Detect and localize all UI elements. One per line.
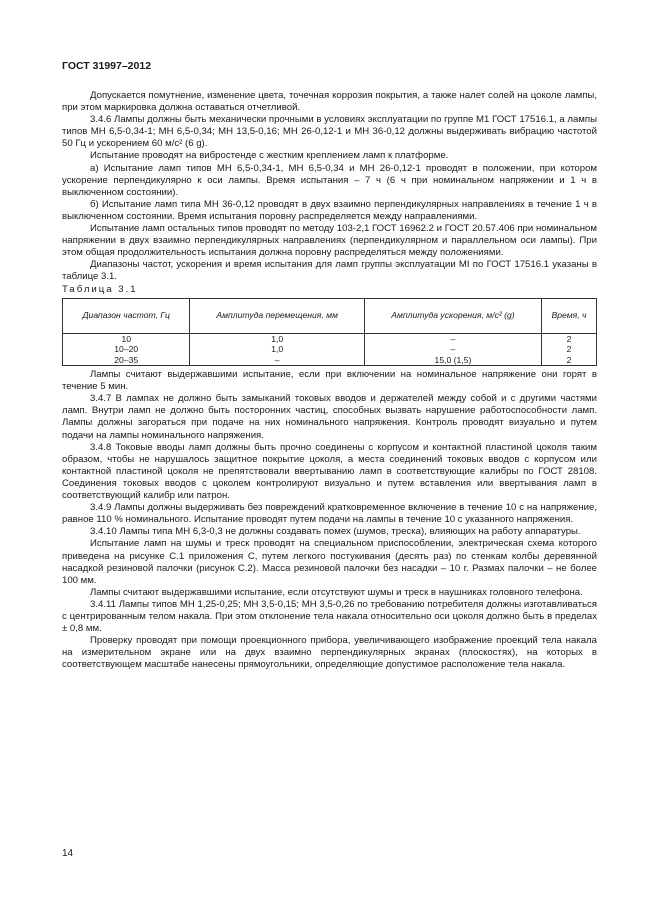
paragraph: 3.4.6 Лампы должны быть механически прочными в условиях эксплуатации по группе М1 ГОСТ 17516.1, а лампы типов МН 6,5-0,34-1; МН 6,5-0,34; МН 13,5-0,16; МН 26-0,12-1 и МН 36-0,12 должны выдерживать вибрацию частотой 50 Гц и ускорением 60 м/с² (6 g). bbox=[62, 114, 597, 150]
table-header-time: Время, ч bbox=[541, 298, 596, 333]
table-header-frequency: Диапазон частот, Гц bbox=[63, 298, 190, 333]
paragraph: а) Испытание ламп типов МН 6,5-0,34-1, МН 6,5-0,34 и МН 26-0,12-1 проводят в положении, при котором ускорение перпендикулярно к оси лампы. Время испытания – 7 ч (6 ч при номинальном напряжении и 1 ч в выключенном состоянии). bbox=[62, 162, 597, 198]
paragraph: Лампы считают выдержавшими испытание, если отсутствуют шумы и треск в наушниках головного телефона. bbox=[90, 586, 583, 598]
table-cell: 2 bbox=[541, 355, 596, 366]
table-header-displacement: Амплитуда перемещения, мм bbox=[190, 298, 365, 333]
paragraph: 3.4.7 В лампах не должно быть замыканий токовых вводов и держателей между собой и с другими частями ламп. Внутри ламп не должно быть посторонних частиц, способных вызвать нарушение работоспособности ламп. Лампы должны загораться при подаче на них номинального напряжения. Контроль проводят визуально и путем подачи на лампы номинального напряжения. bbox=[62, 393, 597, 441]
vibration-table bbox=[62, 298, 597, 367]
table-cell: 1,0 bbox=[190, 344, 365, 355]
table-cell: 20–35 bbox=[63, 355, 190, 366]
paragraph: Испытание проводят на вибростенде с жестким креплением ламп к платформе. bbox=[90, 150, 449, 162]
table-cell: 10 bbox=[63, 333, 190, 344]
paragraph: Проверку проводят при помощи проекционного прибора, увеличивающего изображение проекций тела накала на измерительном экране или на двух взаимно перпендикулярных экранах (плоскостях), на которых в соответствующем масштабе нанесены прямоугольники, определяющие допустимое расположение тела накала. bbox=[62, 635, 597, 671]
paragraph: Испытание ламп остальных типов проводят по методу 103-2,1 ГОСТ 16962.2 и ГОСТ 20.57.406 при номинальном напряжении в двух взаимно перпендикулярных направлениях (перпендикулярном и параллельном оси лампы). При этом общая продолжительность испытания должна поровну распределяться между положениями. bbox=[62, 223, 597, 259]
page-content bbox=[62, 90, 597, 671]
paragraph: Лампы считают выдержавшими испытание, если при включении на номинальное напряжение они горят в течение 5 мин. bbox=[62, 369, 597, 393]
table-row bbox=[63, 333, 597, 344]
paragraph: 3.4.11 Лампы типов МН 1,25-0,25; МН 3,5-0,15; МН 3,5-0,26 по требованию потребителя должны изготавливаться с центрированным телом накала. При этом отклонение тела накала относительно оси цоколя должно быть в пределах ± 0,8 мм. bbox=[62, 598, 597, 635]
table-cell: 15,0 (1,5) bbox=[364, 355, 541, 366]
table-cell: – bbox=[364, 333, 541, 344]
table-caption: Таблица 3.1 bbox=[62, 283, 138, 295]
table-header-acceleration: Амплитуда ускорения, м/с² (g) bbox=[364, 298, 541, 333]
paragraph: Допускается помутнение, изменение цвета, точечная коррозия покрытия, а также налет солей на цоколе лампы, при этом маркировка должна оставаться отчетливой. bbox=[62, 90, 597, 114]
paragraph: Диапазоны частот, ускорения и время испытания для ламп группы эксплуатации МI по ГОСТ 17516.1 указаны в таблице 3.1. bbox=[62, 259, 597, 283]
paragraph: б) Испытание ламп типа МН 36-0,12 проводят в двух взаимно перпендикулярных направлениях в течение 1 ч в выключенном состоянии. Время испытания поровну распределяется между направлениями. bbox=[62, 198, 597, 222]
paragraph: 3.4.10 Лампы типа МН 6,3-0,3 не должны создавать помех (шумов, треска), влияющих на работу аппаратуры. bbox=[90, 526, 581, 538]
table-cell: 10–20 bbox=[63, 344, 190, 355]
table-cell: 2 bbox=[541, 333, 596, 344]
table-row bbox=[63, 355, 597, 366]
paragraph: 3.4.9 Лампы должны выдерживать без повреждений кратковременное включение в течение 10 с на напряжение, равное 110 % номинального. Испытание проводят путем подачи на лампы в течение 10 с указанного напряжения. bbox=[62, 502, 597, 526]
table-cell: – bbox=[190, 355, 365, 366]
table-cell: 2 bbox=[541, 344, 596, 355]
page-number: 14 bbox=[62, 848, 74, 859]
document-header: ГОСТ 31997–2012 bbox=[62, 60, 152, 72]
table-cell: 1,0 bbox=[190, 333, 365, 344]
paragraph: Испытание ламп на шумы и треск проводят на специальном приспособлении, электрическая схема которого приведена на рисунке С.1 приложения С, путем легкого постукивания (десять раз) по стенкам колбы деревянной насадкой резиновой палочки (рисунок С.2). Масса резиновой палочки без насадки – 10 г. Размах палочки – не более 100 мм. bbox=[62, 538, 597, 586]
table-cell: – bbox=[364, 344, 541, 355]
table-row bbox=[63, 344, 597, 355]
paragraph: 3.4.8 Токовые вводы ламп должны быть прочно соединены с корпусом и контактной пластиной цоколя таким образом, чтобы не нарушалось защитное покрытие цоколя, а места соединений токовых вводов с корпусом или контактной пластиной цоколя не препятствовали ввертыванию ламп в соответствующие калибры по ГОСТ 28108. Соединения токовых вводов с цоколем контролируют визуально и путем вставления или ввертывания ламп в соответствующий калибр или патрон. bbox=[62, 441, 597, 502]
